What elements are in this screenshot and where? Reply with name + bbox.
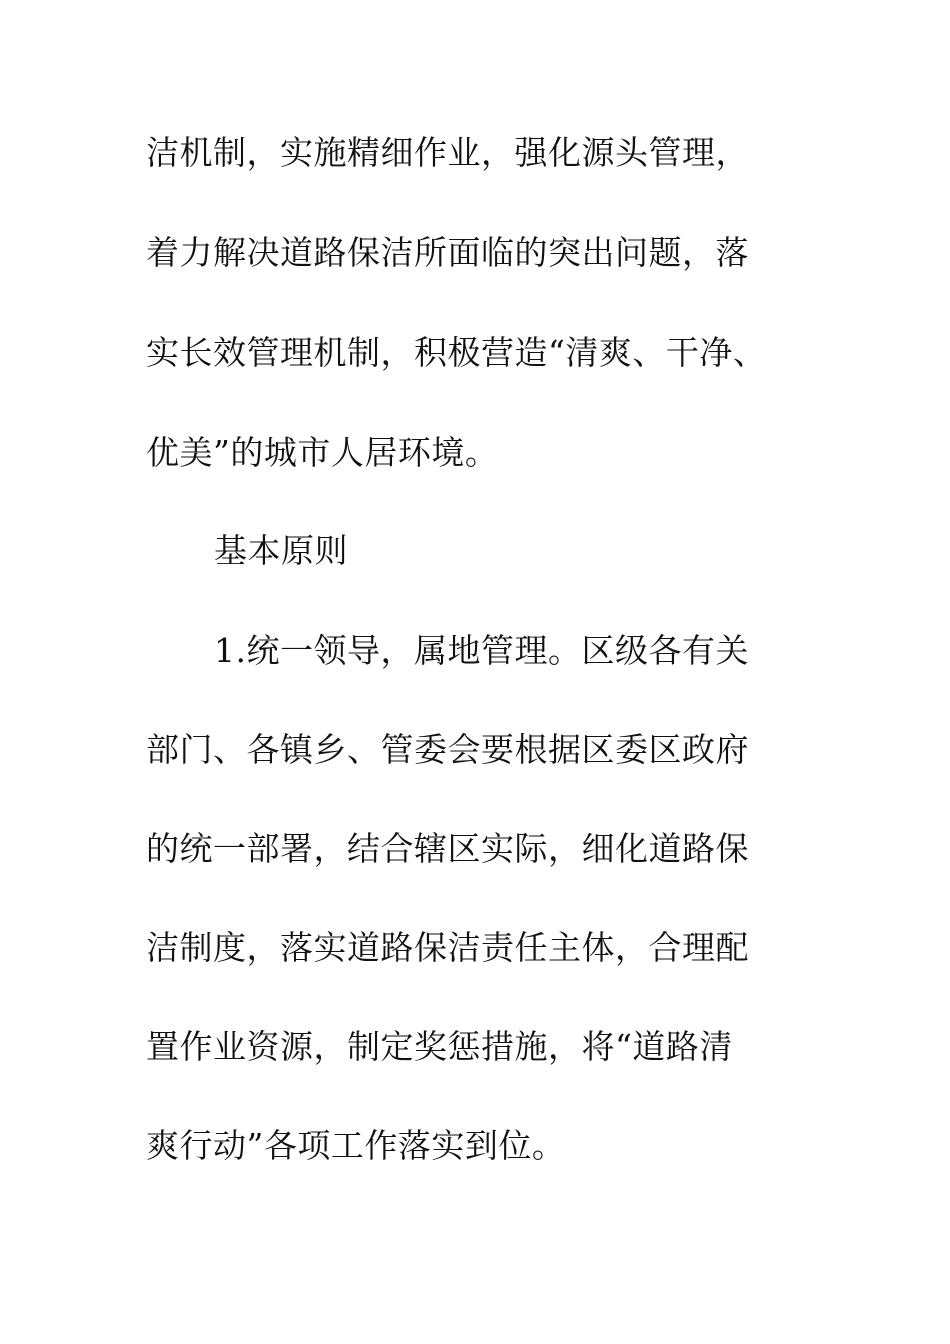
body-text-line-9: 洁制度，落实道路保洁责任主体，合理配 <box>146 928 749 967</box>
body-text-line-10: 置作业资源，制定奖惩措施，将“道路清 <box>146 1027 733 1066</box>
body-text-line-2: 着力解决道路保洁所面临的突出问题，落 <box>146 233 749 272</box>
body-text-line-3: 实长效管理机制，积极营造“清爽、干净、 <box>146 333 767 372</box>
section-heading: 基本原则 <box>214 531 348 570</box>
body-text-line-7: 部门、各镇乡、管委会要根据区委区政府 <box>146 730 749 769</box>
body-text-line-1: 洁机制，实施精细作业，强化源头管理， <box>146 133 749 172</box>
numbered-paragraph-start: 1.统一领导，属地管理。区级各有关 <box>214 631 749 670</box>
body-text-line-11: 爽行动”各项工作落实到位。 <box>146 1126 566 1165</box>
body-text-line-4: 优美”的城市人居环境。 <box>146 433 499 472</box>
body-text-line-8: 的统一部署，结合辖区实际，细化道路保 <box>146 829 749 868</box>
